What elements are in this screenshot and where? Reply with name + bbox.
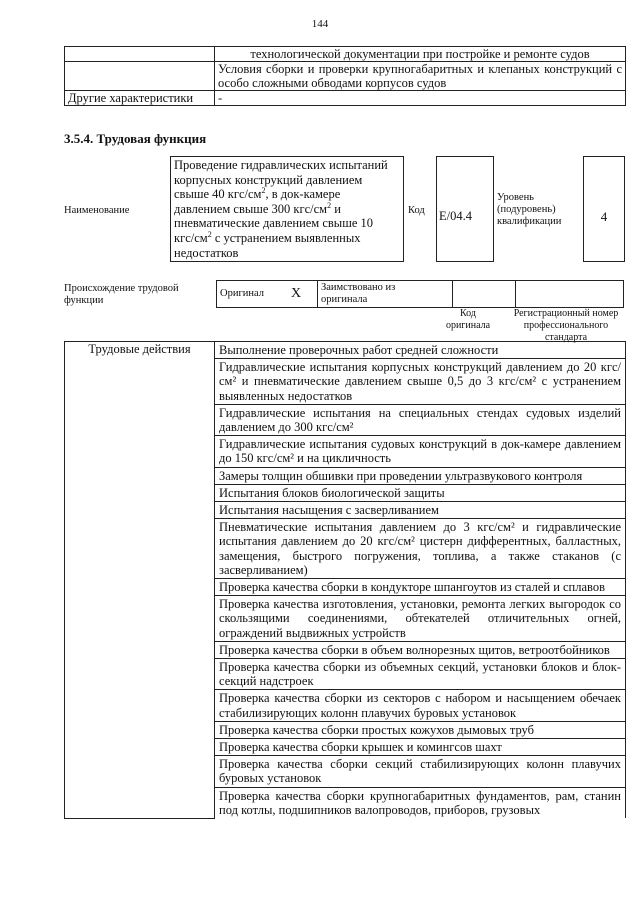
action-item: Гидравлические испытания на специальных стендах судовых изделий давлением до 300 кгс/см²	[215, 404, 626, 435]
origin-label-line: Происхождение трудовой	[64, 283, 179, 294]
borrowed-label-line: оригинала	[321, 294, 368, 305]
level-label-line: квалификации	[497, 216, 562, 227]
characteristics-table	[64, 46, 626, 106]
original-cell: Оригинал	[217, 281, 276, 308]
borrowed-cell	[318, 281, 453, 308]
action-item: Замеры толщин обшивки при проведении ультразвукового контроля	[215, 467, 626, 484]
borrowed-label-line: Заимствовано из	[321, 282, 396, 293]
action-item: Испытания насыщения с засверливанием	[215, 502, 626, 519]
action-item: Проверка качества сборки крышек и комингсов шахт	[215, 739, 626, 756]
row-label	[65, 47, 215, 62]
origin-label-line: функции	[64, 295, 104, 306]
superscript: 2	[261, 186, 266, 196]
row-text: Условия сборки и проверки крупногабаритных и клепаных конструкций с особо сложными обводами корпусов судов	[215, 62, 626, 91]
name-line: , в док-камере	[265, 187, 341, 202]
name-line: свыше 40 кгс/см	[174, 187, 262, 202]
reg-number-line: профессионального	[523, 320, 609, 331]
action-item: Проверка качества сборки секций стабилизирующих колонн плавучих буровых установок	[215, 756, 626, 787]
code-original-line: Код	[460, 308, 476, 319]
superscript: 2	[207, 229, 212, 239]
name-label: Наименование	[64, 205, 130, 216]
action-item: Проверка качества изготовления, установки, ремонта легких выгородок со скользящими соединениями, обтекателей отличительных огней, ограждений выдвижных устройств	[215, 596, 626, 642]
reg-number-label	[504, 308, 628, 344]
action-item: Выполнение проверочных работ средней сложности	[215, 342, 626, 359]
name-line: пневматические давлением свыше 10	[174, 216, 373, 231]
table-row	[217, 281, 624, 308]
level-label-line: Уровень	[497, 192, 534, 203]
action-item: Проверка качества сборки из объемных секций, установки блоков и блок-секций надстроек	[215, 659, 626, 690]
table-row	[65, 342, 626, 359]
reg-number-line: стандарта	[544, 332, 588, 343]
superscript: 2	[327, 200, 332, 210]
table-row	[65, 91, 626, 106]
row-label	[65, 62, 215, 91]
row-text: -	[215, 91, 626, 106]
reg-number-line: Регистрационный номер	[513, 308, 619, 319]
labor-actions-label-text: Трудовые действия	[88, 342, 191, 356]
code-label: Код	[408, 205, 425, 216]
name-line: Проведение гидравлических испытаний	[174, 158, 388, 172]
level-box	[583, 156, 625, 262]
action-item: Проверка качества сборки в объем волнорезных щитов, ветроотбойников	[215, 641, 626, 658]
level-label-line: (подуровень)	[497, 204, 556, 215]
labor-actions-label	[65, 342, 215, 819]
action-item: Гидравлические испытания корпусных конструкций давлением до 20 кгс/см² и пневматические давлением свыше 0,5 до 3 кгс/см² с устранением выявленных недостатков	[215, 359, 626, 405]
origin-table	[216, 280, 624, 308]
action-item: Проверка качества сборки из секторов с набором и насыщением обечаек стабилизирующих колонн плавучих буровых установок	[215, 690, 626, 721]
action-item: Проверка качества сборки простых кожухов дымовых труб	[215, 721, 626, 738]
row-label-other: Другие характеристики	[65, 91, 215, 106]
action-item: Гидравлические испытания судовых конструкций в док-камере давлением до 150 кгс/см² и на цикличность	[215, 436, 626, 467]
function-name-box	[170, 156, 404, 262]
origin-label	[64, 283, 179, 307]
code-value: Е/04.4	[439, 209, 472, 223]
table-row	[65, 47, 626, 62]
code-original-line: оригинала	[445, 320, 491, 331]
labor-actions-table	[64, 341, 626, 819]
code-original-label	[432, 308, 504, 332]
row-text: технологической документации при постройке и ремонте судов	[215, 47, 626, 62]
level-label	[497, 192, 561, 228]
name-line: корпусных конструкций давлением	[174, 172, 363, 187]
action-item: Проверка качества сборки в кондукторе шпангоутов из сталей и сплавов	[215, 579, 626, 596]
level-value: 4	[600, 209, 608, 224]
code-box	[436, 156, 494, 262]
original-mark: X	[275, 281, 318, 308]
action-item: Пневматические испытания давлением до 3 кгс/см² и гидравлические испытания давлением до 20 кгс/см² цистерн дифферентных, балластных, замещения, быстрого погружения, топлива, а также стаканов (с засверливанием)	[215, 519, 626, 579]
name-line: и	[331, 201, 341, 216]
name-line: недостатков	[174, 245, 239, 260]
name-line: кгс/см	[174, 230, 208, 245]
page-number: 144	[311, 18, 329, 30]
table-row	[65, 62, 626, 91]
name-line: давлением свыше 300 кгс/см	[174, 201, 328, 216]
code-original-cell	[453, 281, 516, 308]
section-heading: 3.5.4. Трудовая функция	[64, 131, 207, 146]
reg-number-cell	[516, 281, 624, 308]
action-item: Проверка качества сборки крупногабаритных фундаментов, рам, станин под котлы, подшипников валопроводов, приборов, грузовых	[215, 787, 626, 818]
name-line: с устранением выявленных	[211, 230, 361, 245]
action-item: Испытания блоков биологической защиты	[215, 484, 626, 501]
